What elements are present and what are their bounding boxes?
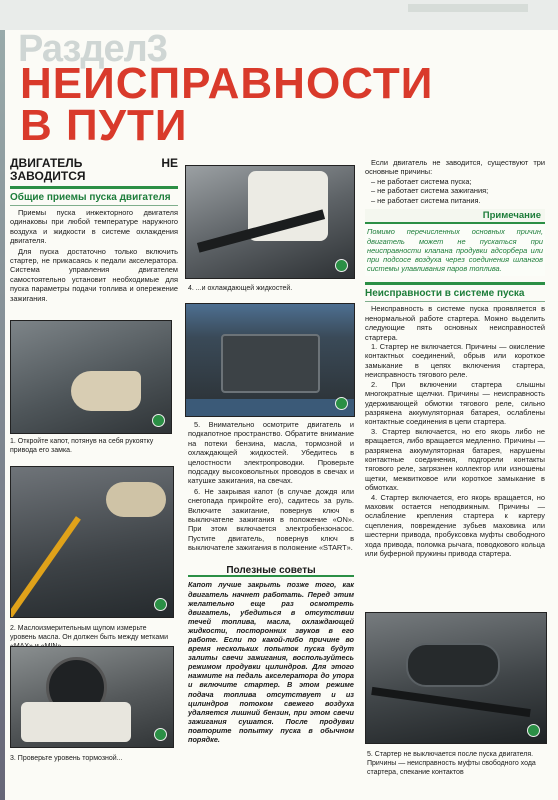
paragraph: 4. Стартер включается, его якорь вращается, но маховик остается неподвижным. Причины — ослабление крепления стартера к картеру сцепления, повреждение зубьев маховика или шестерни привода, пробуксовка муфты свободного хода привода, поломка рычага, поводкового кольца или буферной пружины привода стартера. <box>365 492 545 559</box>
paragraph: Если двигатель не заводится, существуют три основные причины: <box>365 158 545 177</box>
note-title: Примечание <box>365 209 545 224</box>
photo-number-marker <box>527 724 540 737</box>
hand-shape <box>71 371 141 411</box>
photo-brake-fluid <box>10 646 174 748</box>
section-label: Раздел3 <box>18 28 167 70</box>
caption-4: 4. ...и охлаждающей жидкостей. <box>188 285 293 292</box>
heading-rule <box>10 186 178 189</box>
note-text: Помимо перечисленных основных причин, двигатель может не пускаться при неисправности клапана продувки адсорбера или при подсосе воздуха через соединения шлангов системы улавливания паров топлива. <box>365 224 545 276</box>
list-item: – не работает система пуска; <box>371 176 472 186</box>
section-rule <box>365 282 545 285</box>
subheading-general: Общие приемы пуска двигателя <box>10 192 178 206</box>
top-strip <box>0 0 558 30</box>
caption-5: 5. Стартер не выключается после пуска двигателя. Причины — неисправность муфты свободного хода стартера, спекание контактов <box>367 751 536 776</box>
advice-box <box>188 566 354 744</box>
photo-number-marker <box>152 414 165 427</box>
photo-engine-bay <box>185 303 355 417</box>
running-header <box>408 4 528 12</box>
paragraph: 3. Стартер включается, но его якорь либо не вращается, либо вращается медленно. Причины — разряжена аккумуляторная батарея, нарушены контактные соединения, подгорели контакты тягового реле, загрязнен коллектор или изношены щетки, межвитковое или короткое замыкание в обмотках. <box>365 426 545 493</box>
list-item: – не работает система питания. <box>371 195 481 205</box>
photo-number-marker <box>335 259 348 272</box>
note-box <box>365 209 545 276</box>
subheading-starter: Неисправности в системе пуска <box>365 288 545 302</box>
cable <box>371 687 531 717</box>
photo-starter <box>365 612 547 744</box>
starter-motor <box>406 643 500 687</box>
dipstick <box>10 516 81 618</box>
paragraph-step5: 5. Внимательно осмотрите двигатель и подкапотное пространство. Обратите внимание на потеки бензина, масла, тормозной и охлаждающей жидкостей. Убедитесь в целостности электропроводки. Проверьте подсадку высоковольтных проводов в свечах и катушке зажигания, на свечах. <box>188 420 354 486</box>
heading-engine-not-start: ДВИГАТЕЛЬ НЕ ЗАВОДИТСЯ <box>10 156 178 183</box>
caption-1: 1. Откройте капот, потянув на себя рукоятку привода его замка. <box>10 438 154 454</box>
bumper <box>186 399 354 416</box>
paragraph: Приемы пуска инжекторного двигателя одинаковы при любой температуре наружного воздуха и жидкости в системе охлаждения двигателя. <box>10 208 178 246</box>
chapter-title-line1: НЕИСПРАВНОСТИ <box>20 59 434 108</box>
engine-cover <box>221 334 320 393</box>
photo-hood-latch <box>10 320 172 434</box>
reservoir <box>21 702 131 742</box>
list-item: – не работает система зажигания; <box>371 186 489 196</box>
column-3 <box>365 158 545 558</box>
paragraph-step6: 6. Не закрывая капот (в случае дождя или снегопада прикройте его), садитесь за руль. Включите зажигание, повернув ключ в выключателе зажигания в положение «ON». При этом включается электробензонасос. Пустите двигатель, повернув ключ в выключателе зажигания в положение «START». <box>188 486 354 553</box>
paragraph: Неисправность в системе пуска проявляется в ненормальной работе стартера. Можно выделить следующие пять основных неисправностей стартера. <box>365 304 545 342</box>
column-2-text <box>188 420 354 553</box>
column-1 <box>10 157 178 303</box>
photo-coolant <box>185 165 355 279</box>
page-edge <box>0 30 5 800</box>
caption-3: 3. Проверьте уровень тормозной... <box>10 755 123 762</box>
photo-number-marker <box>154 598 167 611</box>
photo-number-marker <box>335 397 348 410</box>
hand-shape <box>106 482 166 517</box>
chapter-title-line2: В ПУТИ <box>20 101 188 150</box>
causes-list <box>365 177 545 205</box>
paragraph: Для пуска достаточно только включить стартер, не прикасаясь к педали акселератора. Система управления двигателем самостоятельно установит необходимые для пуска параметры подачи топлива и опережение зажигания. <box>10 246 178 303</box>
paragraph: 2. При включении стартера слышны многократные щелчки. Причины — неисправность удерживающей обмотки тягового реле, сильно разряжена аккумуляторная батарея, ослаблены контактные соединения в цепи стартера. <box>365 379 545 427</box>
photo-oil-dipstick <box>10 466 174 618</box>
advice-title: Полезные советы <box>188 566 354 577</box>
photo-number-marker <box>154 728 167 741</box>
advice-text: Капот лучше закрыть позже того, как двигатель начнет работать. Перед этим желательно еще раз осмотреть двигатель, убедиться в отсутствии течей топлива, масла, охлаждающей жидкости, посторонних звуков в его работе. Если по какой-либо причине во время нескольких попыток пуска будут залиты свечи зажигания, воспользуйтесь режимом продувки цилиндров. Для этого нажмите на педаль акселератора до упора и включите стартер. В этом режиме подача топлива отсутствует и из цилиндров потоком свежего воздуха удаляется лишний бензин, при этом свечи зажигания сушатся. После продувки повторите попытку пуска в обычном порядке. <box>188 580 354 744</box>
caption-2: 2. Маслоизмерительным щупом измерьте уровень масла. Он должен быть между метками <box>10 625 169 641</box>
paragraph: 1. Стартер не включается. Причины — окисление контактных соединений, обрыв или короткое замыкание в цепях включения стартера, неисправность тягового реле. <box>365 342 545 380</box>
